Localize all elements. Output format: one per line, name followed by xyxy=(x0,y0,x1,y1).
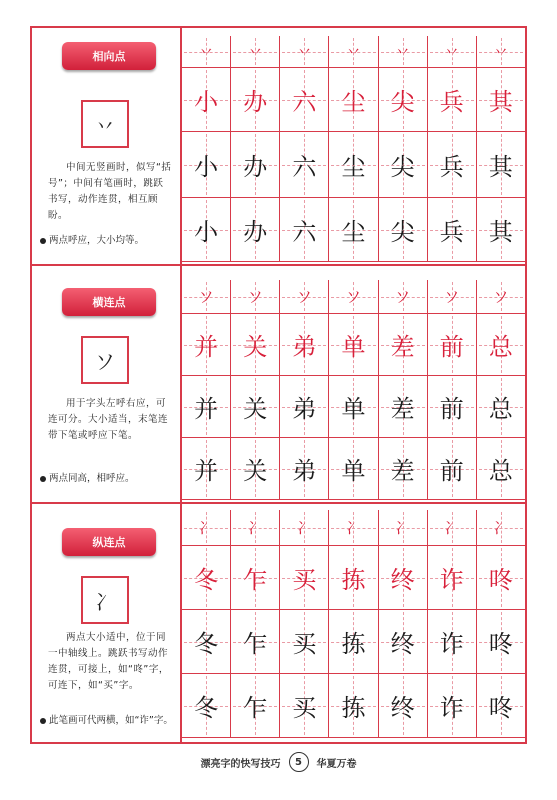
bullet-icon xyxy=(40,238,46,244)
stroke-cell xyxy=(182,510,231,546)
char-cell xyxy=(182,198,231,262)
stroke-glyph: ソ xyxy=(247,288,263,306)
stroke-cell xyxy=(329,510,378,546)
char-cell xyxy=(231,376,280,438)
char-cell xyxy=(231,610,280,674)
stroke-glyph: 冫 xyxy=(395,519,411,537)
sample-stroke-box: ソ xyxy=(81,336,129,384)
practice-char: 差 xyxy=(390,457,415,485)
char-cell xyxy=(329,610,378,674)
stroke-cell xyxy=(231,280,280,314)
char-row-black xyxy=(182,438,525,500)
practice-char: 办 xyxy=(243,88,268,116)
char-cell xyxy=(280,376,329,438)
stroke-cell xyxy=(329,280,378,314)
practice-char: 关 xyxy=(243,457,268,485)
bullet-icon xyxy=(40,718,46,724)
stroke-cell xyxy=(231,36,280,68)
char-cell xyxy=(477,314,525,376)
char-cell xyxy=(182,376,231,438)
practice-char: 其 xyxy=(488,88,513,116)
section-note xyxy=(40,234,176,248)
stroke-glyph: ソ xyxy=(444,288,460,306)
section-description: 中间无竖画时，似写“括号”；中间有笔画时，跳跃书写，动作连贯，相互顾盼。 xyxy=(48,162,172,221)
stroke-glyph: 冫 xyxy=(345,519,361,537)
book-title: 漂亮字的快写技巧 xyxy=(200,758,281,770)
practice-char: 尖 xyxy=(390,88,415,116)
stroke-cell xyxy=(428,510,477,546)
stroke-cell xyxy=(182,280,231,314)
char-cell xyxy=(182,674,231,738)
practice-char: 小 xyxy=(194,153,219,181)
practice-char: 尖 xyxy=(390,153,415,181)
practice-char: 其 xyxy=(488,218,513,246)
stroke-glyph: 丷 xyxy=(247,43,263,61)
char-cell xyxy=(428,674,477,738)
char-cell xyxy=(477,198,525,262)
stroke-glyph: 冫 xyxy=(247,519,263,537)
section-xiangxiang-dian xyxy=(32,28,525,264)
practice-char: 诈 xyxy=(439,630,464,658)
char-cell xyxy=(182,438,231,500)
char-cell xyxy=(280,674,329,738)
section-label: 纵连点 xyxy=(62,528,156,556)
practice-char: 办 xyxy=(243,218,268,246)
practice-char: 弟 xyxy=(292,395,317,423)
char-cell xyxy=(379,314,428,376)
char-row-black xyxy=(182,674,525,738)
practice-char: 单 xyxy=(341,333,366,361)
practice-char: 买 xyxy=(292,694,317,722)
stroke-glyph: 冫 xyxy=(296,519,312,537)
char-cell xyxy=(329,68,378,132)
practice-char: 冬 xyxy=(194,694,219,722)
char-cell xyxy=(477,68,525,132)
practice-char: 诈 xyxy=(439,694,464,722)
page-footer xyxy=(0,752,557,772)
section-info xyxy=(32,504,180,742)
char-cell xyxy=(379,438,428,500)
practice-char: 弟 xyxy=(292,333,317,361)
section-note xyxy=(40,714,176,728)
practice-char: 冬 xyxy=(194,566,219,594)
practice-char: 总 xyxy=(488,333,513,361)
practice-char: 前 xyxy=(439,395,464,423)
char-cell xyxy=(428,376,477,438)
char-cell xyxy=(477,546,525,610)
char-row-red xyxy=(182,546,525,610)
stroke-glyph: 丷 xyxy=(345,43,361,61)
bullet-icon xyxy=(40,476,46,482)
char-cell xyxy=(477,674,525,738)
stroke-cell xyxy=(280,280,329,314)
practice-char: 六 xyxy=(292,88,317,116)
practice-char: 咚 xyxy=(488,566,513,594)
practice-char: 拣 xyxy=(341,566,366,594)
stroke-glyph: ソ xyxy=(493,288,509,306)
char-row-black xyxy=(182,198,525,262)
practice-char: 尘 xyxy=(341,218,366,246)
practice-char: 前 xyxy=(439,457,464,485)
char-cell xyxy=(428,438,477,500)
publisher: 华夏万卷 xyxy=(316,758,357,770)
char-cell xyxy=(329,546,378,610)
stroke-glyph: ソ xyxy=(198,288,214,306)
practice-grid xyxy=(182,28,525,264)
char-cell xyxy=(280,610,329,674)
stroke-cell xyxy=(231,510,280,546)
practice-char: 乍 xyxy=(243,566,268,594)
char-cell xyxy=(280,314,329,376)
practice-char: 小 xyxy=(194,218,219,246)
stroke-glyph: 丷 xyxy=(296,43,312,61)
char-cell xyxy=(428,132,477,198)
char-cell xyxy=(428,198,477,262)
stroke-cell xyxy=(477,510,525,546)
practice-char: 尘 xyxy=(341,88,366,116)
char-cell xyxy=(182,314,231,376)
stroke-glyph: ソ xyxy=(296,288,312,306)
practice-char: 六 xyxy=(292,153,317,181)
practice-char: 单 xyxy=(341,395,366,423)
char-cell xyxy=(477,376,525,438)
practice-char: 拣 xyxy=(341,694,366,722)
practice-char: 并 xyxy=(194,395,219,423)
char-cell xyxy=(231,68,280,132)
practice-char: 尘 xyxy=(341,153,366,181)
stroke-cell xyxy=(280,510,329,546)
char-cell xyxy=(280,68,329,132)
practice-char: 终 xyxy=(390,630,415,658)
char-row-black xyxy=(182,132,525,198)
char-cell xyxy=(477,132,525,198)
char-row-red xyxy=(182,314,525,376)
section-description: 用于字头左呼右应，可连可分。大小适当，末笔连带下笔或呼应下笔。 xyxy=(48,398,169,441)
char-cell xyxy=(182,610,231,674)
section-info xyxy=(32,266,180,502)
note-text: 此笔画可代两横，如“诈”字。 xyxy=(49,715,173,726)
practice-char: 买 xyxy=(292,566,317,594)
stroke-row xyxy=(182,280,525,314)
char-row-black xyxy=(182,610,525,674)
stroke-row xyxy=(182,36,525,68)
practice-char: 终 xyxy=(390,694,415,722)
stroke-cell xyxy=(477,36,525,68)
char-cell xyxy=(379,68,428,132)
practice-char: 乍 xyxy=(243,694,268,722)
char-cell xyxy=(231,198,280,262)
char-cell xyxy=(428,546,477,610)
char-cell xyxy=(329,198,378,262)
stroke-glyph: 冫 xyxy=(198,519,214,537)
char-cell xyxy=(280,546,329,610)
stroke-cell xyxy=(182,36,231,68)
char-cell xyxy=(231,438,280,500)
char-cell xyxy=(477,610,525,674)
stroke-cell xyxy=(379,280,428,314)
char-cell xyxy=(231,674,280,738)
practice-char: 诈 xyxy=(439,566,464,594)
practice-char: 弟 xyxy=(292,457,317,485)
section-heng-lian-dian xyxy=(32,266,525,502)
stroke-glyph: ソ xyxy=(345,288,361,306)
note-text: 两点呼应，大小均等。 xyxy=(49,235,145,246)
stroke-cell xyxy=(428,280,477,314)
practice-char: 买 xyxy=(292,630,317,658)
practice-char: 其 xyxy=(488,153,513,181)
char-cell xyxy=(329,674,378,738)
practice-char: 关 xyxy=(243,395,268,423)
practice-char: 关 xyxy=(243,333,268,361)
stroke-cell xyxy=(329,36,378,68)
practice-char: 兵 xyxy=(439,218,464,246)
practice-char: 总 xyxy=(488,457,513,485)
char-cell xyxy=(182,68,231,132)
page-number: 5 xyxy=(289,752,309,772)
practice-char: 小 xyxy=(194,88,219,116)
char-cell xyxy=(182,546,231,610)
stroke-glyph: 冫 xyxy=(444,519,460,537)
char-cell xyxy=(329,376,378,438)
char-cell xyxy=(231,546,280,610)
char-cell xyxy=(280,198,329,262)
char-cell xyxy=(280,438,329,500)
char-cell xyxy=(379,610,428,674)
practice-char: 单 xyxy=(341,457,366,485)
stroke-cell xyxy=(280,36,329,68)
char-cell xyxy=(379,198,428,262)
practice-char: 办 xyxy=(243,153,268,181)
section-note xyxy=(40,472,176,486)
practice-char: 冬 xyxy=(194,630,219,658)
practice-char: 差 xyxy=(390,395,415,423)
char-cell xyxy=(329,132,378,198)
char-cell xyxy=(428,68,477,132)
stroke-cell xyxy=(477,280,525,314)
practice-char: 咚 xyxy=(488,630,513,658)
sample-stroke-box: 丷 xyxy=(81,100,129,148)
section-label: 横连点 xyxy=(62,288,156,316)
char-cell xyxy=(379,132,428,198)
char-cell xyxy=(428,610,477,674)
section-label: 相向点 xyxy=(62,42,156,70)
note-text: 两点同高，相呼应。 xyxy=(49,473,135,484)
stroke-glyph: 丷 xyxy=(444,43,460,61)
practice-char: 尖 xyxy=(390,218,415,246)
practice-char: 乍 xyxy=(243,630,268,658)
stroke-cell xyxy=(428,36,477,68)
stroke-cell xyxy=(379,510,428,546)
practice-char: 并 xyxy=(194,333,219,361)
char-cell xyxy=(379,546,428,610)
char-cell xyxy=(379,674,428,738)
char-cell xyxy=(329,438,378,500)
char-cell xyxy=(379,376,428,438)
practice-char: 前 xyxy=(439,333,464,361)
section-info xyxy=(32,28,180,264)
practice-char: 咚 xyxy=(488,694,513,722)
practice-char: 并 xyxy=(194,457,219,485)
practice-char: 兵 xyxy=(439,153,464,181)
practice-char: 差 xyxy=(390,333,415,361)
sample-stroke-box: 冫 xyxy=(81,576,129,624)
char-cell xyxy=(231,314,280,376)
practice-char: 总 xyxy=(488,395,513,423)
practice-char: 兵 xyxy=(439,88,464,116)
char-cell xyxy=(428,314,477,376)
practice-char: 六 xyxy=(292,218,317,246)
char-cell xyxy=(182,132,231,198)
stroke-glyph: 冫 xyxy=(493,519,509,537)
section-zong-lian-dian xyxy=(32,504,525,742)
practice-grid xyxy=(182,266,525,502)
practice-char: 终 xyxy=(390,566,415,594)
stroke-glyph: ソ xyxy=(395,288,411,306)
stroke-row xyxy=(182,510,525,546)
char-cell xyxy=(329,314,378,376)
char-cell xyxy=(280,132,329,198)
stroke-glyph: 丷 xyxy=(198,43,214,61)
stroke-glyph: 丷 xyxy=(493,43,509,61)
char-row-black xyxy=(182,376,525,438)
stroke-cell xyxy=(379,36,428,68)
practice-grid xyxy=(182,504,525,742)
practice-char: 拣 xyxy=(341,630,366,658)
char-row-red xyxy=(182,68,525,132)
stroke-glyph: 丷 xyxy=(395,43,411,61)
section-description: 两点大小适中，位于同一中轴线上。跳跃书写动作连贯，可接上，如“咚”字，可连下，如“买”字。 xyxy=(48,632,169,691)
char-cell xyxy=(477,438,525,500)
char-cell xyxy=(231,132,280,198)
